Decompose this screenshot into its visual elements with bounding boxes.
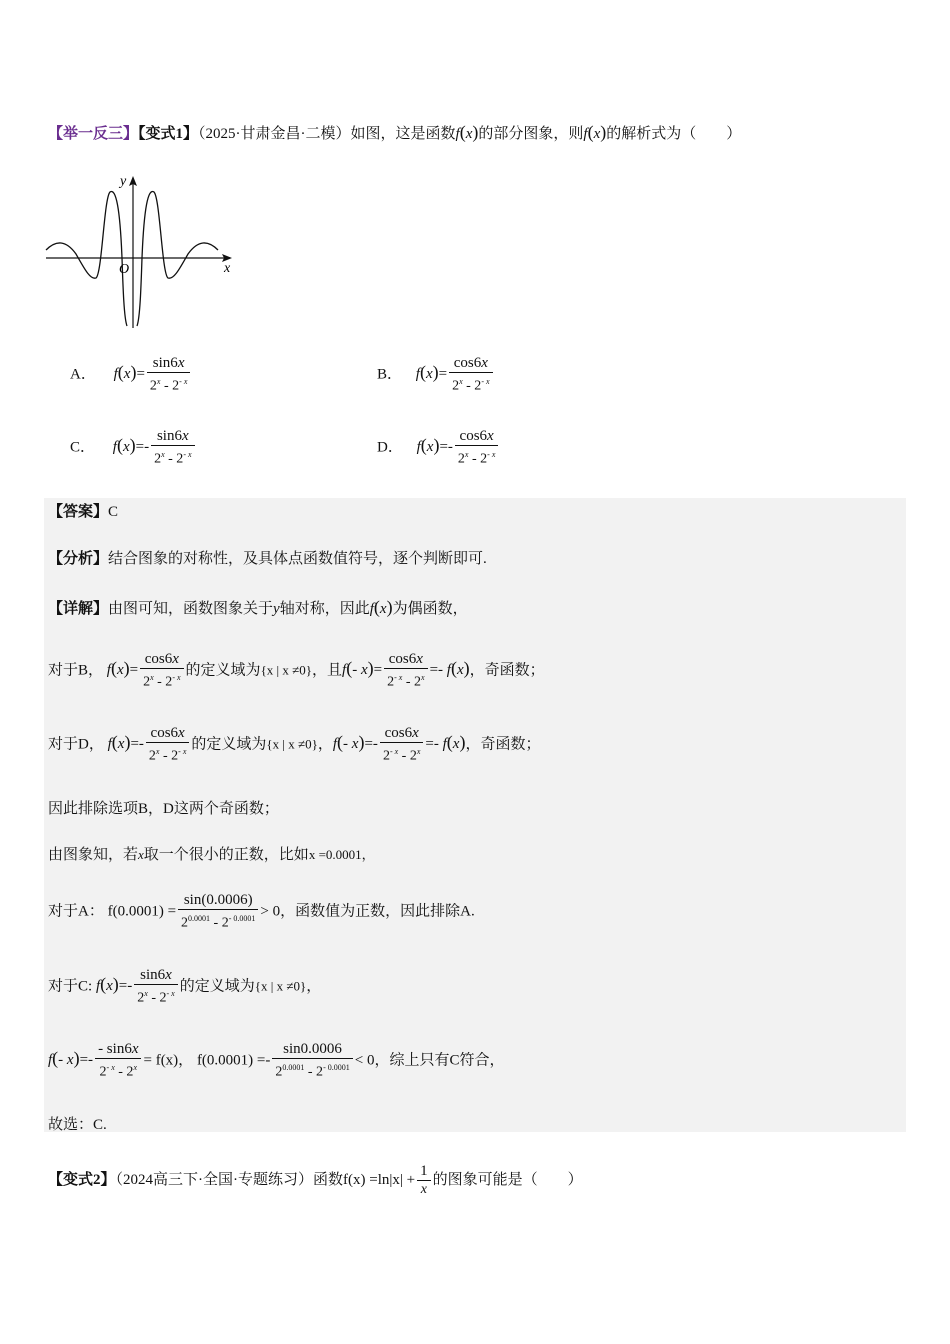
answer-line: 【答案】C	[48, 504, 119, 520]
question-text-b: 的部分图象，则	[478, 126, 584, 142]
y-axis-label: y	[120, 174, 127, 189]
next-question-label: 【变式2】	[48, 1171, 116, 1188]
question-source: （2025·甘肃金昌·二模）	[198, 126, 351, 142]
option-b[interactable]: B． f(x)= $\frac{\cos 6x}{2^x - 2^{- x}}$	[377, 354, 495, 396]
origin-label: O	[119, 262, 130, 277]
option-a-analysis: 对于A： f(0.0001) = $\frac{\sin(0.0006)}{2^{0.0001} - 2^{- 0.0001}}$ > 0，函数值为正数，因此排除A.	[48, 892, 475, 931]
question-text-c: 的解析式为（ ）	[606, 126, 742, 142]
function-curve	[46, 192, 218, 326]
function-graph	[44, 168, 244, 330]
detail-line: 【详解】由图可知，函数图象关于y轴对称，因此f(x)为偶函数，	[48, 597, 468, 617]
option-c-analysis: 对于C: f(x)=- $\frac{\sin 6x}{2^x - 2^{- x}}$ 的定义域为{x | x ≠0}，	[48, 967, 322, 1006]
question-header	[48, 122, 741, 143]
option-d-analysis: 对于D， f(x)=- $\frac{\cos 6x}{2^x - 2^{- x}}$ 的定义域为{x | x ≠0}，f(- x)=- $\frac{\cos 6x}{2^{- x} - 2^x}$ =- f(x)，奇函数；	[48, 725, 541, 764]
question-text-a: 如图，这是函数	[350, 126, 456, 142]
question-fx-2: f(x)	[583, 122, 607, 142]
option-c-analysis-2: f(- x)=- $\frac{- \sin 6x}{2^{- x} - 2^x}$ = f(x)， f(0.0001) =- $\frac{\sin 0.0006}{2^{0.0001} - 2^{- 0.0001}}$ < 0，综上只有C符合，	[48, 1041, 505, 1080]
question-tag: 【举一反三】	[48, 126, 139, 142]
small-value-line: 由图象知，若x取一个很小的正数，比如x =0.0001，	[48, 847, 375, 863]
question-label: 【变式1】	[138, 126, 199, 142]
question-fx-1: f(x)	[455, 122, 479, 142]
option-c[interactable]: C． f(x)=- $\frac{\sin 6x}{2^x - 2^{- x}}$	[70, 427, 197, 469]
analysis-line: 【分析】结合图象的对称性，及具体点函数值符号，逐个判断即可.	[48, 551, 487, 567]
option-a[interactable]: A． f(x)= $\frac{\sin 6x}{2^x - 2^{- x}}$	[70, 354, 192, 396]
option-b-analysis: 对于B， f(x)= $\frac{\cos 6x}{2^x - 2^{- x}}$ 的定义域为{x | x ≠0}，且f(- x)= $\frac{\cos 6x}{2^{- x} - 2^x}$ =- f(x)，奇函数；	[48, 651, 545, 690]
final-line: 故选：C.	[48, 1117, 107, 1133]
next-question: 【变式2】（2024高三下·全国·专题练习）函数f(x) =ln|x| + $\frac{1}{x}$ 的图象可能是（ ）	[48, 1163, 583, 1197]
x-axis-label: x	[224, 261, 231, 276]
exclude-line: 因此排除选项B，D这两个奇函数；	[48, 801, 279, 817]
option-d[interactable]: D． f(x)=- $\frac{\cos 6x}{2^x - 2^{- x}}$	[377, 427, 500, 469]
